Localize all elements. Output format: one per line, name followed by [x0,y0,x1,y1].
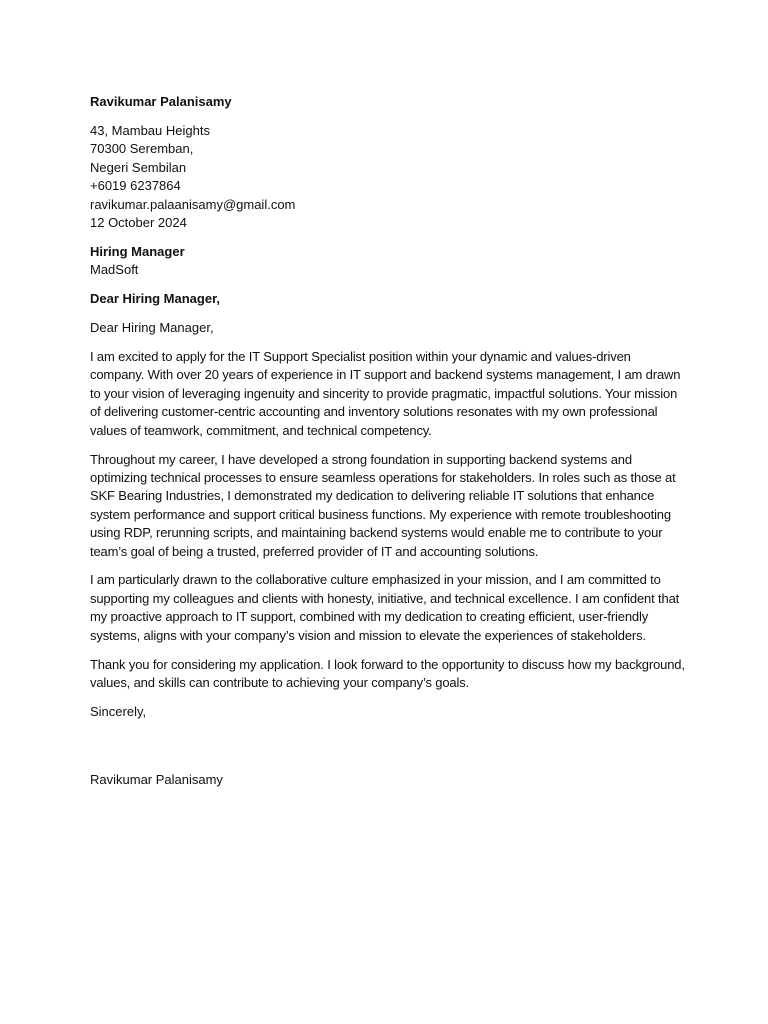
sender-address-line-2: 70300 Seremban, [90,141,194,157]
sender-address-line-3: Negeri Sembilan [90,159,187,175]
letter-page [90,93,686,790]
sender-block [90,93,686,111]
signature-name: Ravikumar Palanisamy [90,772,223,788]
salutation: Dear Hiring Manager, [90,320,214,336]
closing: Sincerely, [90,703,147,719]
signature-space [90,721,686,771]
sender-phone: +6019 6237864 [90,178,181,194]
letter-date: 12 October 2024 [90,214,187,230]
body-paragraph-3: I am particularly drawn to the collaborative culture emphasized in your mission, and I am committed to supporting my colleagues and clients with honesty, initiative, and technical excellence. I am confident that my proactive approach to IT support, combined with my dedication to creating efficient, user-friendly systems, aligns with your company’s vision and mission to elevate the experiences of stakeholders. [90,572,680,643]
body-paragraph-2: Throughout my career, I have developed a strong foundation in supporting backend systems and optimizing technical processes to ensure seamless operations for stakeholders. In roles such as those at SKF Bearing Industries, I demonstrated my dedication to delivering reliable IT solutions that enhance system performance and support critical business functions. My experience with remote troubleshooting using RDP, rerunning scripts, and maintaining backend systems would enable me to contribute to your team’s goal of being a trusted, preferred provider of IT and accounting solutions. [90,451,676,559]
recipient-company: MadSoft [90,262,139,278]
recipient-block [90,243,686,280]
sender-email: ravikumar.palaanisamy@gmail.com [90,196,296,212]
body-paragraph-1: I am excited to apply for the IT Support Specialist position within your dynamic and values-driven company. With over 20 years of experience in IT support and backend systems management, I am drawn to your vision of leveraging ingenuity and sincerity to provide pragmatic, impactful solutions. Your mission of delivering customer-centric accounting and inventory solutions resonates with my own professional values of teamwork, commitment, and technical competency. [90,348,681,438]
sender-contact-block [90,122,686,232]
salutation-heading-block [90,290,686,308]
recipient-title: Hiring Manager [90,243,185,259]
sender-address-line-1: 43, Mambau Heights [90,122,210,138]
sender-name: Ravikumar Palanisamy [90,94,232,109]
salutation-block [90,319,686,337]
body-paragraph-4: Thank you for considering my application. I look forward to the opportunity to discuss how my background, values, and skills can contribute to achieving your company’s goals. [90,656,685,690]
salutation-heading: Dear Hiring Manager, [90,291,221,307]
